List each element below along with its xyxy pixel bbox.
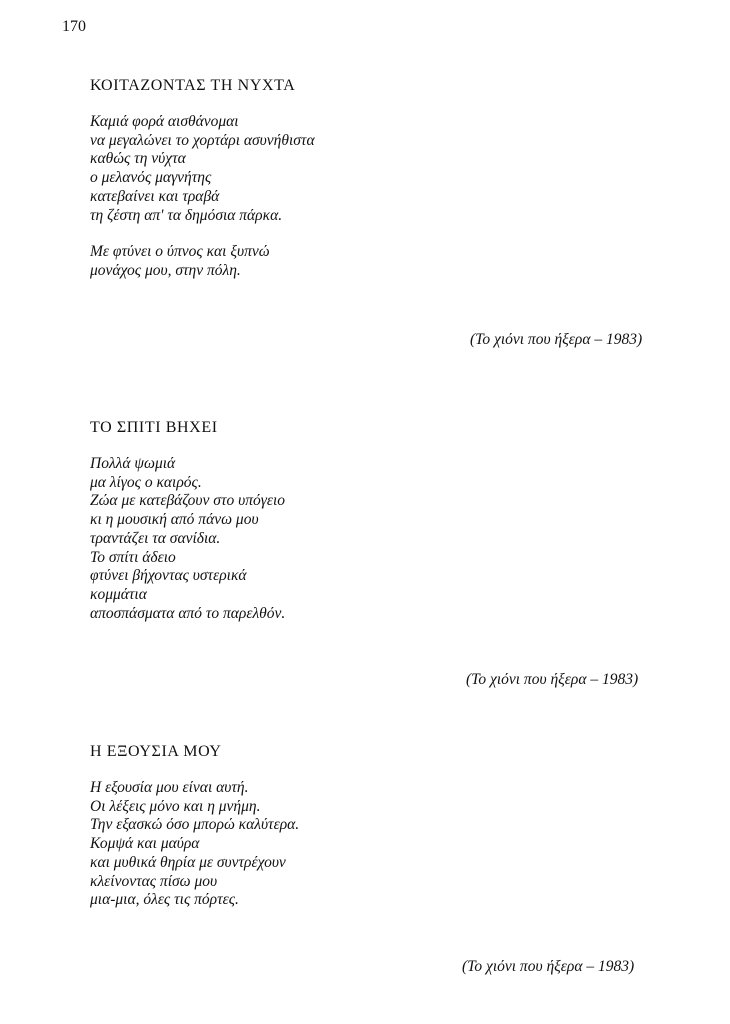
poem-line: μονάχος μου, στην πόλη. (90, 261, 241, 279)
poem-title: Η ΕΞΟΥΣΙΑ ΜΟΥ (90, 743, 222, 760)
poem-i-exousia-mou (90, 743, 690, 928)
poem-source: (Το χιόνι που ήξερα – 1983) (466, 671, 639, 688)
poem-line: τραντάζει τα σανίδια. (90, 529, 221, 547)
poem-line: και μυθικά θηρία με συντρέχουν (90, 853, 286, 871)
poem-body (90, 455, 690, 623)
poem-line: Οι λέξεις μόνο και η μνήμη. (90, 797, 261, 815)
poem-line: κατεβαίνει και τραβά (90, 187, 220, 205)
poem-line: Η εξουσία μου είναι αυτή. (90, 779, 249, 796)
page-number: 170 (62, 18, 86, 35)
poem-title: ΚΟΙΤΑΖΟΝΤΑΣ ΤΗ ΝΥΧΤΑ (90, 77, 296, 94)
poem-body (90, 779, 690, 910)
poem-source: (Το χιόνι που ήξερα – 1983) (462, 958, 635, 975)
poem-line: κι η μουσική από πάνω μου (90, 511, 259, 529)
poem-line: Με φτύνει ο ύπνος και ξυπνώ (90, 243, 270, 261)
poem-line: να μεγαλώνει το χορτάρι ασυνήθιστα (90, 131, 315, 149)
poem-line: κλείνοντας πίσω μου (90, 872, 218, 890)
poem-line: καθώς τη νύχτα (90, 150, 186, 168)
poem-line: τη ζέστη απ' τα δημόσια πάρκα. (90, 206, 283, 224)
poem-line: Το σπίτι άδειο (90, 548, 176, 566)
stanza (90, 243, 690, 280)
poem-line: μια-μια, όλες τις πόρτες. (90, 891, 239, 909)
poem-title: ΤΟ ΣΠΙΤΙ ΒΗΧΕΙ (90, 419, 218, 436)
stanza (90, 455, 690, 623)
poem-line: φτύνει βήχοντας υστερικά (90, 567, 247, 585)
stanza (90, 113, 690, 225)
poem-line: Καμιά φορά αισθάνομαι (90, 113, 239, 130)
poem-line: Πολλά ψωμιά (90, 455, 176, 472)
poem-line: κομμάτια (90, 585, 147, 603)
poem-line: μα λίγος ο καιρός. (90, 473, 202, 491)
poem-line: Ζώα με κατεβάζουν στο υπόγειο (90, 492, 286, 510)
poem-line: αποσπάσματα από το παρελθόν. (90, 604, 286, 622)
poem-koitazontas-ti-nyxta (90, 77, 690, 299)
poem-source: (Το χιόνι που ήξερα – 1983) (470, 331, 643, 348)
poem-line: ο μελανός μαγνήτης (90, 169, 212, 187)
poem-line: Την εξασκώ όσο μπορώ καλύτερα. (90, 816, 300, 834)
poem-body (90, 113, 690, 281)
poem-to-spiti-vixei (90, 419, 690, 641)
stanza (90, 779, 690, 910)
poem-line: Κομψά και μαύρα (90, 835, 200, 853)
